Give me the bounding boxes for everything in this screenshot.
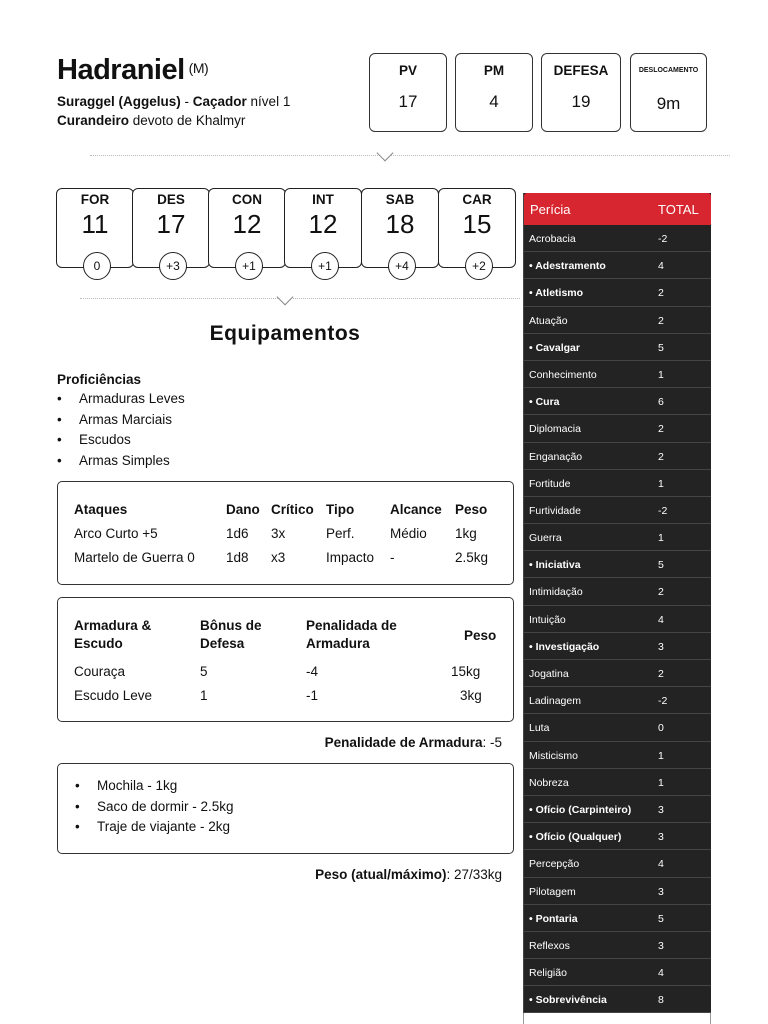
table-cell: - — [390, 550, 395, 565]
skill-name: Enganação — [529, 450, 583, 463]
skill-name: • Adestramento — [529, 260, 606, 273]
attribute-label: FOR — [80, 192, 110, 207]
stat-deslocamento — [630, 53, 707, 132]
table-header: Penalidada de Armadura — [306, 618, 397, 651]
skill-row — [524, 986, 711, 1013]
attribute-car — [438, 188, 516, 273]
table-cell: 1kg — [455, 526, 477, 541]
skill-name: Percepção — [529, 858, 580, 871]
table-header: Crítico — [271, 502, 314, 517]
skill-row — [524, 470, 711, 497]
skill-row — [524, 307, 711, 334]
skill-row — [524, 225, 711, 252]
table-cell: Arco Curto +5 — [74, 526, 158, 541]
attributes-divider — [80, 298, 520, 299]
attribute-label: CAR — [462, 192, 492, 207]
table-header: Armadura & Escudo — [74, 618, 152, 651]
skill-name: Ladinagem — [529, 695, 581, 708]
attribute-label: INT — [312, 192, 334, 207]
skill-name: Acrobacia — [529, 233, 576, 245]
items-list — [75, 778, 234, 840]
table-header: Tipo — [326, 502, 355, 517]
skill-total: 1 — [658, 776, 664, 789]
proficiencies-title: Proficiências — [57, 372, 142, 387]
skill-name: Intimidação — [529, 586, 583, 599]
skill-name: Conhecimento — [529, 368, 597, 381]
attribute-value: 11 — [81, 209, 109, 239]
skill-total: 2 — [658, 450, 664, 463]
character-class-deity: Curandeiro devoto de Khalmyr — [57, 113, 246, 128]
skill-row — [524, 633, 711, 660]
table-cell: Impacto — [326, 550, 375, 565]
skill-total: 4 — [658, 260, 664, 273]
skill-row — [524, 524, 711, 551]
skill-row — [524, 279, 711, 306]
attribute-label: DES — [157, 192, 185, 207]
attribute-value: 12 — [308, 209, 338, 239]
skill-row — [524, 796, 711, 823]
skill-name: • Cavalgar — [529, 341, 580, 354]
attribute-sab — [361, 188, 439, 273]
attribute-value: 15 — [462, 209, 492, 239]
table-cell: 3kg — [460, 688, 482, 703]
skill-total: 2 — [658, 423, 664, 436]
attribute-con — [208, 188, 286, 273]
skill-row — [524, 388, 711, 415]
skill-total: 0 — [658, 722, 664, 735]
weight-total: Peso (atual/máximo): 27/33kg — [315, 867, 502, 882]
skill-total: 1 — [658, 368, 664, 381]
attribute-modifier: 0 — [83, 252, 111, 280]
attribute-label: SAB — [385, 192, 415, 207]
table-header: Peso — [464, 628, 497, 643]
skill-name: Jogatina — [529, 668, 569, 680]
skill-name: Intuição — [529, 613, 566, 626]
stat-defesa — [541, 53, 621, 132]
stat-value: 4 — [489, 92, 499, 111]
stat-label: DEFESA — [553, 63, 609, 78]
skill-name: Misticismo — [529, 749, 578, 762]
stat-pm — [455, 53, 533, 132]
skill-row — [524, 932, 711, 959]
skill-row — [524, 361, 711, 388]
skill-total: 3 — [658, 640, 664, 653]
skill-row — [524, 959, 711, 986]
stat-value: 9m — [656, 94, 681, 113]
skill-total: 1 — [658, 477, 664, 490]
skill-total: -2 — [658, 504, 668, 517]
table-cell: 3x — [271, 526, 286, 541]
list-item: • Armas Simples — [57, 453, 185, 474]
skills-table — [523, 193, 711, 1024]
skill-total: 3 — [658, 803, 664, 816]
attribute-value: 12 — [232, 209, 262, 239]
table-cell: x3 — [271, 550, 286, 565]
table-header: Dano — [226, 502, 260, 517]
skill-name: Atuação — [529, 314, 568, 327]
skill-total: 4 — [658, 967, 664, 980]
table-cell: Martelo de Guerra 0 — [74, 550, 195, 565]
attribute-des — [132, 188, 210, 273]
skill-name: • Ofício (Qualquer) — [529, 831, 622, 844]
list-item: • Armas Marciais — [57, 412, 185, 433]
skill-name: Guerra — [529, 532, 562, 545]
skill-total: 2 — [658, 668, 664, 680]
skills-header-total: TOTAL — [658, 202, 699, 217]
skill-total: 1 — [658, 749, 664, 762]
attacks-table — [57, 481, 514, 585]
table-header: Ataques — [74, 502, 128, 517]
attributes-divider-notch — [277, 289, 294, 306]
skill-total: 2 — [658, 586, 664, 599]
table-header: Alcance — [390, 502, 442, 517]
skill-row — [524, 334, 711, 361]
table-cell: 1 — [200, 688, 208, 703]
list-item: • Armaduras Leves — [57, 391, 185, 412]
table-cell: 1d8 — [226, 550, 249, 565]
table-cell: -1 — [306, 688, 319, 703]
skill-row — [524, 823, 711, 850]
table-cell: 1d6 — [226, 526, 249, 541]
list-item: • Saco de dormir - 2.5kg — [75, 799, 234, 820]
skill-total: 4 — [658, 613, 664, 626]
skill-row — [524, 769, 711, 796]
stat-label: PM — [483, 63, 505, 78]
table-cell: 15kg — [451, 664, 481, 679]
stat-value: 17 — [398, 92, 418, 111]
skill-row — [524, 443, 711, 470]
armor-table — [57, 597, 514, 722]
proficiencies-list — [57, 391, 185, 473]
skill-name: Pilotagem — [529, 885, 576, 898]
skill-name: • Pontaria — [529, 912, 578, 925]
table-cell: 5 — [200, 664, 208, 679]
header-divider — [90, 155, 730, 156]
header-divider-notch — [377, 145, 394, 162]
skill-name: • Cura — [529, 396, 560, 409]
skill-total: 2 — [658, 287, 664, 300]
skill-total: 3 — [658, 831, 664, 844]
skill-total: -2 — [658, 695, 668, 708]
skill-total: 4 — [658, 858, 664, 871]
skill-total: 5 — [658, 341, 664, 354]
skill-row — [524, 742, 711, 769]
skills-rows — [524, 225, 711, 1013]
skill-name: • Sobrevivência — [529, 994, 607, 1007]
attribute-int — [284, 188, 362, 273]
skill-total: 5 — [658, 912, 664, 925]
skill-row — [524, 578, 711, 605]
list-item: • Escudos — [57, 432, 185, 453]
equipment-title: Equipamentos — [209, 322, 361, 345]
armor-penalty-total: Penalidade de Armadura: -5 — [324, 735, 502, 750]
skill-name: • Investigação — [529, 640, 600, 653]
attribute-for — [56, 188, 134, 273]
table-header: Peso — [455, 502, 488, 517]
skill-name: Fortitude — [529, 477, 571, 490]
table-cell: Perf. — [326, 526, 355, 541]
table-cell: -4 — [306, 664, 319, 679]
skill-row — [524, 415, 711, 442]
attribute-value: 17 — [156, 209, 186, 239]
character-name: Hadraniel $^{(M)}$ — [57, 54, 209, 86]
table-header: Bônus de Defesa — [200, 618, 262, 651]
list-item: • Traje de viajante - 2kg — [75, 819, 234, 840]
attribute-modifier: +4 — [388, 252, 416, 280]
stat-pv — [369, 53, 447, 132]
skills-header-name: Perícia — [530, 202, 571, 217]
attribute-modifier: +2 — [465, 252, 493, 280]
attribute-value: 18 — [385, 209, 415, 239]
table-cell: Couraça — [74, 664, 126, 679]
attribute-label: CON — [232, 192, 262, 207]
skill-row — [524, 252, 711, 279]
skill-row — [524, 606, 711, 633]
skill-name: • Iniciativa — [529, 559, 581, 572]
skill-row — [524, 687, 711, 714]
stat-label: PV — [398, 63, 417, 78]
skill-total: 6 — [658, 396, 664, 409]
skill-name: Furtividade — [529, 504, 581, 517]
skill-total: 1 — [658, 532, 664, 545]
table-cell: 2.5kg — [455, 550, 489, 565]
items-box — [57, 763, 514, 854]
stat-label: DESLOCAMENTO — [638, 67, 699, 74]
list-item: • Mochila - 1kg — [75, 778, 234, 799]
skill-total: 3 — [658, 885, 664, 898]
skill-name: Reflexos — [529, 939, 570, 952]
attribute-modifier: +1 — [311, 252, 339, 280]
stat-value: 19 — [571, 92, 591, 111]
skill-row — [524, 850, 711, 877]
skill-row — [524, 497, 711, 524]
skill-total: 3 — [658, 939, 664, 952]
skill-row — [524, 551, 711, 578]
skill-row — [524, 714, 711, 741]
skill-row — [524, 905, 711, 932]
skill-row — [524, 878, 711, 905]
skills-table-end — [523, 1013, 711, 1024]
skill-total: 5 — [658, 559, 664, 572]
skill-row — [524, 660, 711, 687]
skill-name: Luta — [529, 722, 550, 735]
skill-name: Diplomacia — [529, 423, 581, 436]
skill-name: • Ofício (Carpinteiro) — [529, 803, 632, 816]
table-cell: Escudo Leve — [74, 688, 153, 703]
attribute-modifier: +3 — [159, 252, 187, 280]
table-cell: Médio — [390, 526, 427, 541]
character-race-class: Suraggel (Aggelus) - Caçador nível 1 — [57, 94, 291, 109]
skill-name: Religião — [529, 967, 567, 980]
skill-total: 2 — [658, 314, 664, 327]
attribute-modifier: +1 — [235, 252, 263, 280]
skills-header — [524, 193, 711, 225]
skill-name: Nobreza — [529, 776, 569, 789]
skill-total: -2 — [658, 233, 668, 245]
character-gender: (M) — [188, 60, 209, 76]
skill-total: 8 — [658, 994, 664, 1007]
skill-name: • Atletismo — [529, 287, 584, 300]
